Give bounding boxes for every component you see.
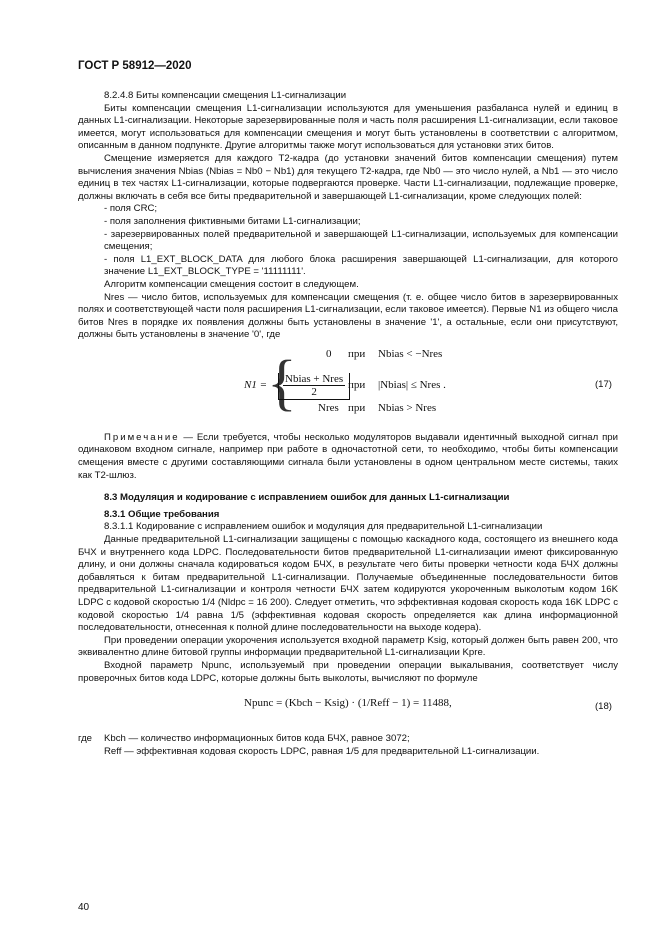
case-value: Nres <box>318 401 339 414</box>
fraction-numerator: Nbias + Nres <box>285 372 344 385</box>
paragraph: Nres — число битов, используемых для компенсации смещения (т. е. общее число битов в зарезервированных полях и соответствующей части поля расширения L1-сигнализации, если таковое имеется). Первые N1 из общего числа битов Nres в порядке их появления должны быть установлены в значение '1', а остальные, если они присутствуют, должны быть установлены в значение '0', где <box>78 291 618 341</box>
fraction-denominator: 2 <box>311 386 317 399</box>
standard-header: ГОСТ Р 58912—2020 <box>78 60 192 72</box>
case-when: при <box>348 378 366 391</box>
list-item: - зарезервированных полей предварительной и завершающей L1-сигнализации, используемых для компенсации смещения; <box>104 228 618 253</box>
formula-expression: Npunc = (Kbch − Ksig) · (1/Reff − 1) = 11488, <box>244 697 452 710</box>
equation-number: (17) <box>594 378 612 390</box>
note-label: Примечание <box>104 431 180 443</box>
case-condition: Nbias > Nres <box>378 401 437 414</box>
where-text: Kbch — количество информационных битов кода БЧХ, равное 3072; <box>104 733 410 745</box>
section-heading-8-3-1: 8.3.1 Общие требования <box>104 508 220 520</box>
formula-17 <box>78 346 618 426</box>
clause-heading-8248: 8.2.4.8 Биты компенсации смещения L1-сигнализации <box>104 90 347 101</box>
document-body <box>78 90 618 758</box>
case-condition: |Nbias| ≤ Nres . <box>378 378 446 391</box>
paragraph: Смещение измеряется для каждого Т2-кадра (до установки значений битов компенсации смещения) путем вычисления значения Nbias (Nbias = Nb0 − Nb1) для текущего Т2-кадра, где Nb0 — это число нулей, а Nb1 — это число единиц в тех частях L1-сигнализации, которые подвергаются проверке. Части L1-сигнализации, подлежащие проверке, должны включать в себя все биты предварительной и завершающей L1-сигнализации, кроме следующих полей: <box>78 152 618 202</box>
case-value: 0 <box>326 347 332 360</box>
paragraph: При проведении операции укорочения используется входной параметр Ksig, который должен быть равен 200, что эквивалентно длине битовой группы информации предварительной L1-сигнализации Kpre. <box>78 634 618 659</box>
list-item: - поля CRC; <box>104 203 158 215</box>
note-text: — Если требуется, чтобы несколько модуляторов выдавали идентичный выходной сигнал при одинаковом входном сигнале, например при работе в одночастотной сети, то необходимо, чтобы биты компенсации смещения вместе с другими составляющими сигнала были установлены в одном центральном месте системы, таких как Т2-шлюз. <box>78 431 618 481</box>
list-item: - поля заполнения фиктивными битами L1-сигнализации; <box>104 215 361 227</box>
paragraph: Входной параметр Npunc, используемый при проведении операции выкалывания, соответствует числу проверочных битов кода LDPC, которые должны быть выколоты, вычисляют по формуле <box>78 659 618 684</box>
floor-fraction <box>278 373 350 400</box>
formula-18 <box>78 689 618 729</box>
case-when: при <box>348 401 366 414</box>
brace-symbol: { <box>267 348 297 417</box>
paragraph: Алгоритм компенсации смещения состоит в следующем. <box>104 278 359 290</box>
page-number: 40 <box>78 902 90 913</box>
where-label: где <box>78 733 93 745</box>
equation-number: (18) <box>594 701 612 713</box>
note <box>78 432 618 482</box>
section-heading-8-3: 8.3 Модуляция и кодирование с исправлением ошибок для данных L1-сигнализации <box>104 492 510 504</box>
case-condition: Nbias < −Nres <box>378 347 443 360</box>
formula-lhs: N1 = <box>244 378 268 391</box>
where-item <box>78 746 618 759</box>
paragraph: Данные предварительной L1-сигнализации защищены с помощью каскадного кода, состоящего из внешнего кода БЧХ и внутреннего кода LDPC. Последовательности битов предварительной L1-сигнализации имеют фиксированную длину, и они должны сначала кодироваться кодом БЧХ, в результате чего биты проверки четности кода БЧХ должны добавляться к битам предварительной L1-сигнализации. Получаемые объединенные последовательности битов предварительной L1-сигнализации и контроля четности БЧХ затем кодируются укороченным выколотым кодом 16K LDPC с кодовой скоростью 1/4 (Nldpc = 16 200). Следует отметить, что эффективная кодовая скорость кода 16K LDPC с кодовой скоростью 1/4 равна 1/5 (эффективная кодовая скорость определяется как длина информационной последовательности, отнесенная к полной длине последовательности на выходе кодера). <box>78 534 618 634</box>
paragraph: Биты компенсации смещения L1-сигнализации используются для уменьшения разбаланса нулей и единиц в данных L1-сигнализации. Некоторые зарезервированные поля и часть поля расширения L1-сигнализации, если таковое имеется, могут использоваться для компенсации смещения и могут быть установлены в соответствии с алгоритмом, описанным в данном подпункте. Другие алгоритмы также могут использоваться для установки этих битов. <box>78 102 618 152</box>
where-text: Reff — эффективная кодовая скорость LDPC, равная 1/5 для предварительной L1-сигнализации. <box>104 745 540 757</box>
clause-heading-8311: 8.3.1.1 Кодирование с исправлением ошибок и модуляция для предварительной L1-сигнализации <box>104 521 543 533</box>
where-item <box>78 733 618 746</box>
list-item: - поля L1_EXT_BLOCK_DATA для любого блока расширения завершающей L1-сигнализации, для которого значение L1_EXT_BLOCK_TYPE = '11111111'. <box>104 253 618 278</box>
case-when: при <box>348 347 366 360</box>
